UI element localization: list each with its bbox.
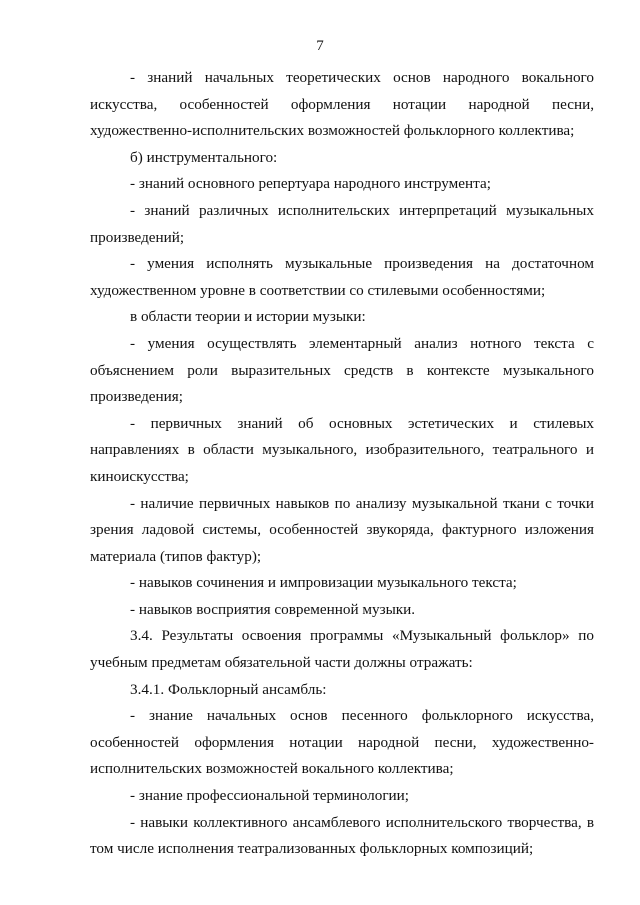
page-number: 7: [316, 38, 324, 54]
paragraph: - навыки коллективного ансамблевого исполнительского творчества, в том числе исполнения театрализованных фольклорных композиций;: [90, 813, 594, 858]
paragraph: - умения осуществлять элементарный анализ нотного текста с объяснением роли выразительных средств в контексте музыкального произведения;: [90, 334, 594, 406]
paragraph: - наличие первичных навыков по анализу музыкальной ткани с точки зрения ладовой системы, особенностей звукоряда, фактурного изложения материала (типов фактур);: [90, 494, 594, 565]
paragraph: - знание начальных основ песенного фольклорного искусства, особенностей оформления нотации народной песни, художественно-исполнительских возможностей вокального коллектива;: [90, 707, 594, 778]
section-paragraph: 3.4. Результаты освоения программы «Музыкальный фольклор» по учебным предметам обязательной части должны отражать:: [90, 627, 594, 672]
paragraph: в области теории и истории музыки:: [130, 308, 366, 326]
paragraph: - первичных знаний об основных эстетических и стилевых направлениях в области музыкального, изобразительного, театрального и киноискусства;: [90, 414, 594, 485]
paragraph: б) инструментального:: [130, 148, 278, 166]
paragraph: - знаний различных исполнительских интерпретаций музыкальных произведений;: [90, 201, 594, 246]
subsection-heading: 3.4.1. Фольклорный ансамбль:: [130, 680, 327, 698]
paragraph: - знаний основного репертуара народного инструмента;: [130, 175, 491, 193]
paragraph: - навыков сочинения и импровизации музыкального текста;: [130, 574, 517, 592]
document-body: [90, 65, 594, 863]
paragraph: - знаний начальных теоретических основ народного вокального искусства, особенностей оформления нотации народной песни, художественно-исполнительских возможностей фольклорного коллектива;: [90, 69, 594, 140]
paragraph: - знание профессиональной терминологии;: [130, 787, 410, 805]
paragraph: - навыков восприятия современной музыки.: [130, 600, 416, 618]
paragraph: - умения исполнять музыкальные произведения на достаточном художественном уровне в соответствии со стилевыми особенностями;: [90, 255, 594, 299]
